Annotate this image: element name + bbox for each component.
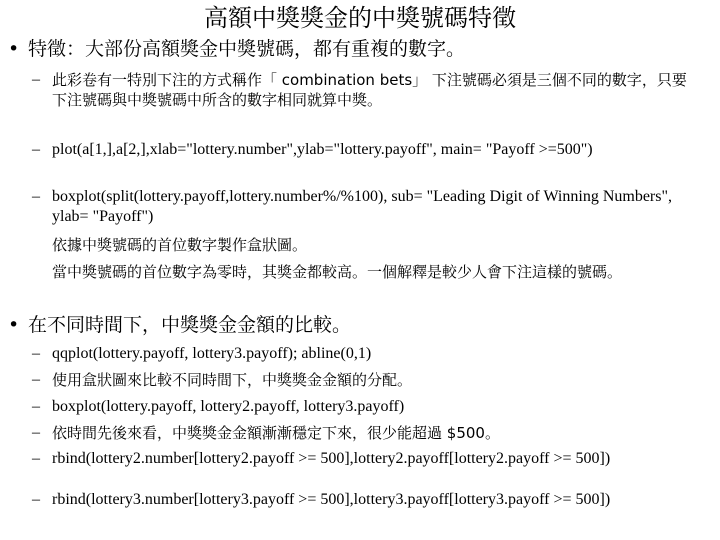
sub-item-text: plot(a[1,],a[2,],xlab="lottery.number",ylab="lottery.payoff", main= "Payoff >=500") [52, 141, 593, 158]
sub-item-text: 此彩卷有一特別下注的方式稱作「 combination bets」 下注號碼必須是三個不同的數字，只要下注號碼與中獎號碼中所含的數字相同就算中獎。 [52, 71, 687, 109]
dash-marker: – [32, 398, 40, 415]
sub-item-text: 依時間先後來看，中獎獎金金額漸漸穩定下來，很少能超過 $500。 [52, 424, 500, 442]
dash-marker: – [32, 491, 40, 508]
sub-item-text: rbind(lottery3.number[lottery3.payoff >= 500],lottery3.payoff[lottery3.payoff >= 500]) [52, 491, 611, 508]
sub-item-boxplot-code [32, 187, 692, 227]
dash-marker: – [32, 141, 40, 158]
sub-item-text: 使用盒狀圖來比較不同時間下，中獎獎金金額的分配。 [52, 371, 413, 389]
bullet-time-comparison-text: 在不同時間下，中獎獎金金額的比較。 [28, 314, 352, 336]
sub-item-boxplot-three [32, 397, 692, 417]
sub-item-combination-bets [32, 70, 692, 110]
sub-item-trend-note [32, 423, 692, 443]
bullet-features [8, 36, 465, 62]
sub-item-text: rbind(lottery2.number[lottery2.payoff >= 500],lottery2.payoff[lottery2.payoff >= 500]) [52, 450, 611, 467]
bullet-dot: • [8, 38, 20, 60]
sub-item-rbind-lottery3 [32, 490, 692, 510]
bullet-dot: • [8, 314, 20, 336]
note-boxplot-description: 依據中獎號碼的首位數字製作盒狀圖。 [52, 236, 308, 254]
sub-item-rbind-lottery2 [32, 449, 692, 469]
slide-title: 高額中獎獎金的中獎號碼特徵 [204, 4, 516, 32]
sub-item-text: qqplot(lottery.payoff, lottery3.payoff); abline(0,1) [52, 345, 372, 362]
dash-marker: – [32, 188, 40, 205]
bullet-features-text: 特徵：大部份高額獎金中獎號碼，都有重複的數字。 [28, 38, 466, 60]
sub-item-qqplot-code [32, 344, 692, 364]
sub-item-text: boxplot(lottery.payoff, lottery2.payoff, lottery3.payoff) [52, 398, 405, 415]
bullet-time-comparison [8, 312, 351, 338]
note-leading-zero-explanation: 當中獎號碼的首位數字為零時，其獎金都較高。一個解釋是較少人會下注這樣的號碼。 [52, 263, 623, 281]
sub-item-plot-code [32, 140, 692, 160]
dash-marker: – [32, 424, 40, 441]
dash-marker: – [32, 345, 40, 362]
sub-item-text: boxplot(split(lottery.payoff,lottery.number%/%100), sub= "Leading Digit of Winning Numbers", ylab= "Payoff") [52, 188, 673, 225]
dash-marker: – [32, 450, 40, 467]
dash-marker: – [32, 371, 40, 388]
sub-item-boxplot-usage [32, 370, 692, 390]
dash-marker: – [32, 71, 40, 88]
